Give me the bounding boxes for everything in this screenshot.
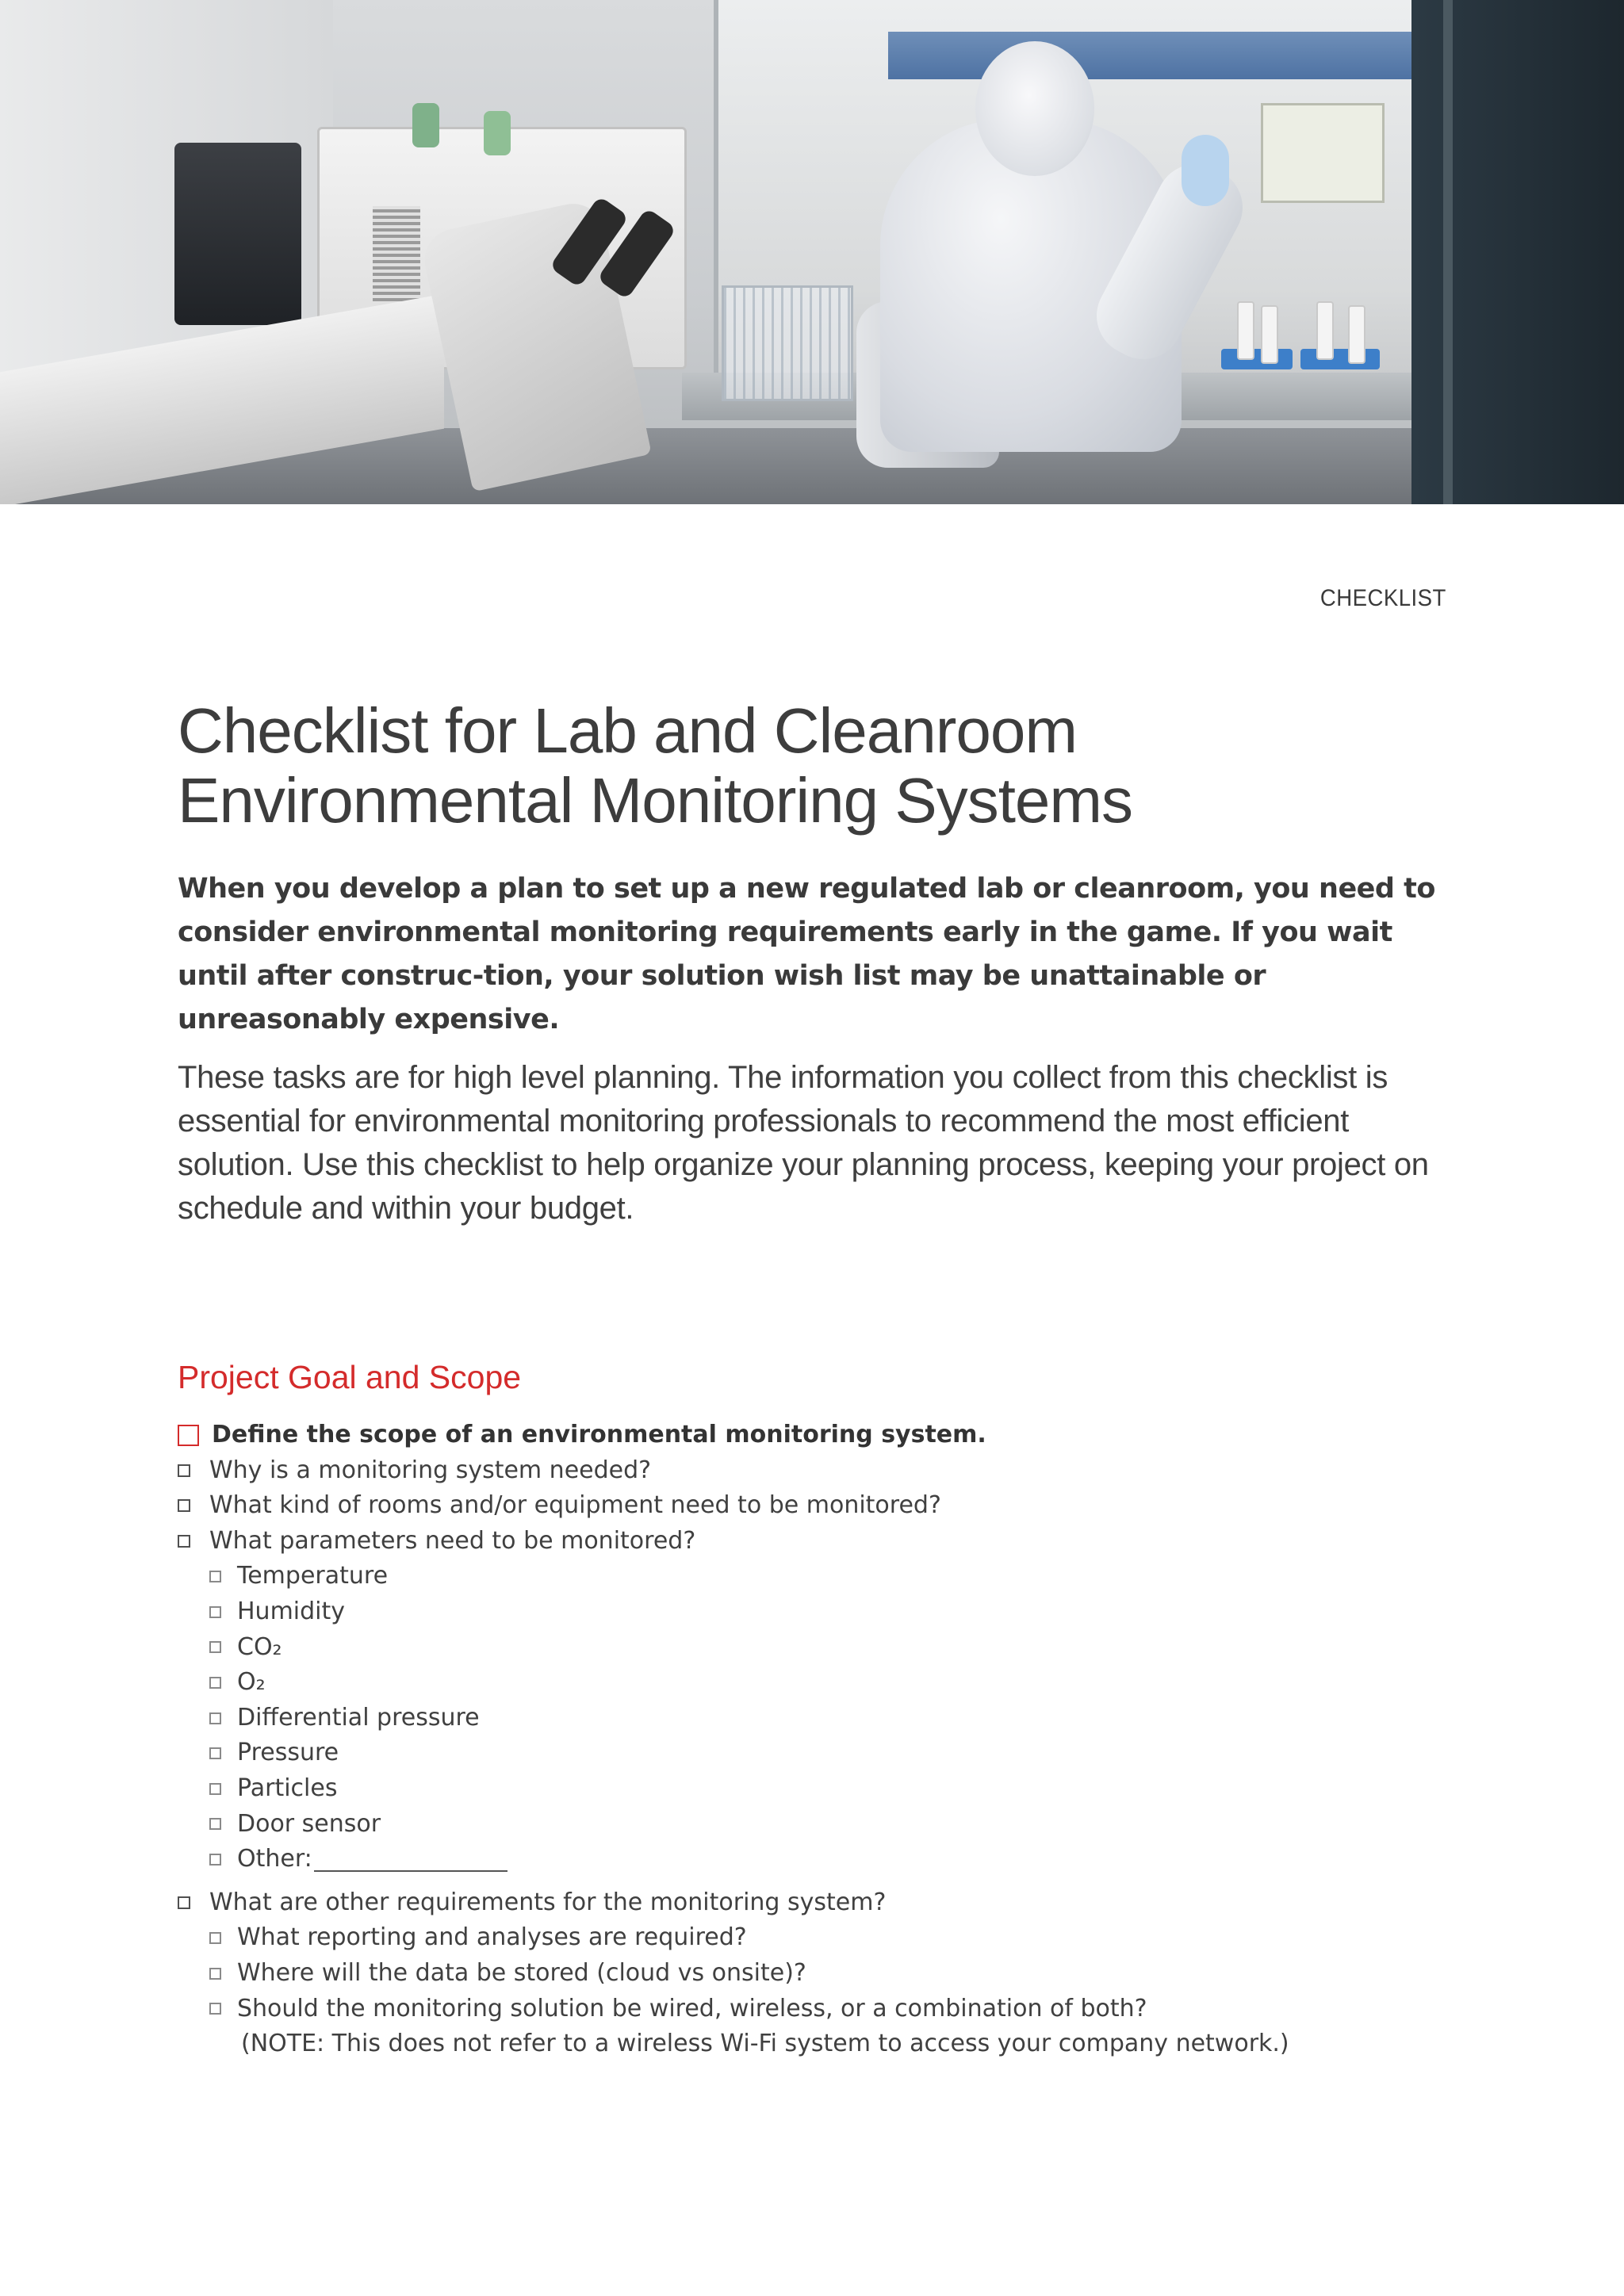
- checkbox-icon[interactable]: [209, 1968, 221, 1980]
- checklist-subitem: [178, 1956, 1462, 1992]
- checkbox-icon[interactable]: [209, 2003, 221, 2015]
- checklist-subitem-label: Temperature: [237, 1562, 389, 1590]
- checklist-subitem: [178, 1594, 1462, 1630]
- checklist-subitem: [178, 1559, 1462, 1594]
- checklist-subitem-label: Should the monitoring solution be wired, wireless, or a combination of both?: [237, 1994, 1147, 2022]
- hero-image: [0, 0, 1624, 504]
- checklist-item: [178, 1453, 1462, 1489]
- checklist-item-label: What kind of rooms and/or equipment need to be monitored?: [209, 1491, 941, 1520]
- checklist-note: [178, 2026, 1462, 2062]
- checkbox-icon[interactable]: [178, 1896, 190, 1909]
- checklist-subitem-label: Humidity: [237, 1597, 346, 1625]
- checklist-item: [178, 1524, 1462, 1559]
- intro-paragraph: These tasks are for high level planning. The information you collect from this checklist is essential for environmental monitoring professionals to recommend the most efficient solution. Use this checklist to help organize your planning process, keeping your project on schedule and within your budget.: [178, 1060, 1429, 1226]
- checkbox-icon[interactable]: [209, 1932, 221, 1944]
- checklist-subitem: [178, 1807, 1462, 1843]
- title-line-2: Environmental Monitoring Systems: [178, 765, 1133, 836]
- checklist-subitem-label: Pressure: [237, 1739, 339, 1767]
- checklist-subitem-label: Door sensor: [237, 1809, 381, 1838]
- checklist-subitem-label: Particles: [237, 1774, 338, 1802]
- checkbox-icon[interactable]: [209, 1818, 221, 1830]
- checkbox-icon[interactable]: [209, 1747, 221, 1759]
- checkbox-icon[interactable]: [209, 1641, 221, 1653]
- note-text: (NOTE: This does not refer to a wireless Wi-Fi system to access your company network.): [241, 2030, 1289, 2058]
- checkbox-icon[interactable]: [178, 1499, 190, 1512]
- checklist-subitem-label: CO₂: [237, 1632, 282, 1661]
- checklist-item-label: Define the scope of an environmental monitoring system.: [212, 1421, 986, 1448]
- checklist-subitem-label: What reporting and analyses are required?: [237, 1923, 747, 1952]
- checklist-subitem-label: Differential pressure: [237, 1703, 480, 1732]
- checklist-subitem: [178, 1771, 1462, 1807]
- checklist-subitem: [178, 1701, 1462, 1736]
- checkbox-icon[interactable]: [209, 1712, 221, 1724]
- checkbox-icon[interactable]: [178, 1464, 190, 1477]
- checklist-item-label: Why is a monitoring system needed?: [209, 1456, 652, 1484]
- checklist-item-label: What are other requirements for the monitoring system?: [209, 1888, 887, 1916]
- lead-paragraph: When you develop a plan to set up a new regulated lab or cleanroom, you need to consider environmental monitoring requirements early in the game. If you wait until after construc-tion, your solution wish list may be unattainable or unreasonably expensive.: [178, 873, 1435, 1035]
- page-title: [178, 696, 1462, 836]
- checklist-subitem: [178, 1630, 1462, 1666]
- checklist-subitem: [178, 1735, 1462, 1771]
- checkbox-icon[interactable]: [178, 1535, 190, 1548]
- checkbox-icon[interactable]: [178, 1425, 199, 1446]
- title-line-1: Checklist for Lab and Cleanroom: [178, 695, 1078, 766]
- checklist-subitem: [178, 1920, 1462, 1956]
- other-fill-in-field[interactable]: [314, 1846, 508, 1872]
- checkbox-icon[interactable]: [209, 1606, 221, 1618]
- checklist: [178, 1418, 1462, 2062]
- checkbox-icon[interactable]: [209, 1571, 221, 1582]
- checklist-subitem-label: O₂: [237, 1668, 266, 1697]
- checklist-subitem: [178, 1992, 1462, 2027]
- checklist-subitem: [178, 1842, 1462, 1877]
- checkbox-icon[interactable]: [209, 1677, 221, 1689]
- checklist-subitem: [178, 1665, 1462, 1701]
- checklist-item: [178, 1885, 1462, 1921]
- checklist-item-primary: [178, 1418, 1462, 1453]
- document-body: [178, 696, 1462, 2062]
- checklist-subitem-label: Other:: [237, 1845, 312, 1873]
- checklist-subitem-label: Where will the data be stored (cloud vs onsite)?: [237, 1958, 806, 1987]
- checklist-item: [178, 1488, 1462, 1524]
- checklist-item-label: What parameters need to be monitored?: [209, 1526, 696, 1555]
- checkbox-icon[interactable]: [209, 1854, 221, 1866]
- document-type-label: CHECKLIST: [1320, 585, 1446, 611]
- section-heading: Project Goal and Scope: [178, 1359, 522, 1395]
- checkbox-icon[interactable]: [209, 1783, 221, 1795]
